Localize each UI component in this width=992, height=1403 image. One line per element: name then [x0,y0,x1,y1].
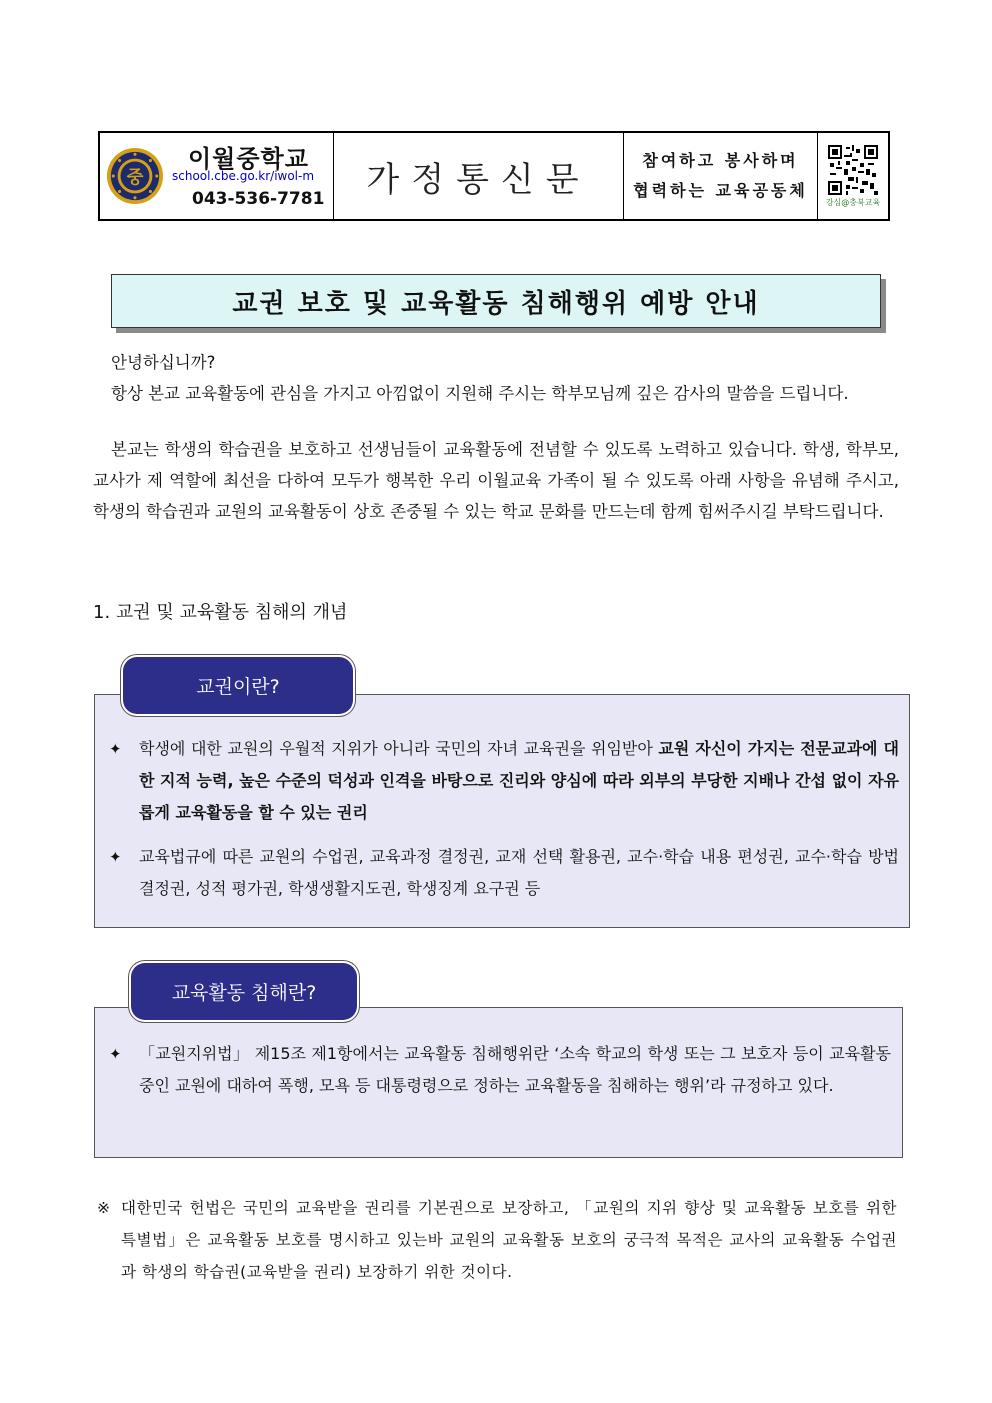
qr-code-icon[interactable] [828,145,878,195]
main-title: 교권 보호 및 교육활동 침해행위 예방 안내 [111,274,881,328]
list-item [109,1038,891,1102]
teacher-rights-tab: 교권이란? [123,657,353,714]
section-1-title: 1. 교권 및 교육활동 침해의 개념 [93,602,348,623]
slogan-cell [624,133,818,219]
seal-text: 중 [126,167,144,188]
teacher-rights-box [94,694,910,928]
slogan-line-1: 참여하고 봉사하며 [642,151,799,170]
school-name: 이월중학교 [188,145,309,173]
definition-bold-text: 교원 자신이 가지는 전문교과에 대한 지적 능력, 높은 수준의 덕성과 인격을 바탕으로 진리와 양심에 따라 외부의 부당한 지배나 간섭 없이 자유롭게 교육활동을 할 수 있는 권리 [139,739,899,822]
list-item [109,733,899,829]
footnote-text: 대한민국 헌법은 국민의 교육받을 권리를 기본권으로 보장하고, 「교원의 지위 향상 및 교육활동 보호를 위한 특별법」은 교육활동 보호를 명시하고 있는바 교원의 교육활동 보호의 궁극적 목적은 교사의 교육활동 수업권과 학생의 학습권(교육받을 권리) 보장하기 위한 것이다. [121,1199,897,1281]
teacher-rights-definition [139,733,899,829]
intro-paragraph-2: 본교는 학생의 학습권을 보호하고 선생님들이 교육활동에 전념할 수 있도록 노력하고 있습니다. 학생, 학부모, 교사가 제 역할에 최선을 다하여 모두가 행복한 우리 이월교육 가족이 될 수 있도록 아래 사항을 유념해 주시고, 학생의 학습권과 교원의 교육활동이 상호 존중될 수 있는 학교 문화를 만드는데 함께 힘써주시길 부탁드립니다. [93,440,899,521]
newsletter-header [98,131,890,221]
newsletter-title: 가정통신문 [366,159,591,200]
school-phone: 043-536-7781 [192,189,325,209]
qr-cell [818,133,888,219]
reference-mark: ※ [97,1199,111,1217]
slogan-line-2: 협력하는 교육공동체 [633,181,808,200]
definition-normal-text: 학생에 대한 교원의 우월적 지위가 아니라 국민의 자녀 교육권을 위임받아 [139,739,659,758]
greeting: 안녕하십니까? [111,353,216,372]
bullet-star-icon: ✦ [109,740,122,758]
bullet-star-icon: ✦ [109,848,122,866]
school-seal-icon [106,147,164,205]
teacher-rights-list: 교육법규에 따른 교원의 수업권, 교육과정 결정권, 교재 선택 활용권, 교수·학습 내용 편성권, 교수·학습 방법 결정권, 성적 평가권, 학생생활지도권, 학생징계 요구권 등 [139,847,899,898]
list-item [109,841,899,905]
newsletter-title-cell [334,133,624,219]
infringement-box [94,1007,903,1158]
intro-paragraph-1: 항상 본교 교육활동에 관심을 가지고 아낌없이 지원해 주시는 학부모님께 깊은 감사의 말씀을 드립니다. [111,384,849,403]
infringement-tab: 교육활동 침해란? [131,963,357,1020]
infringement-definition: 「교원지위법」 제15조 제1항에서는 교육활동 침해행위란 ‘소속 학교의 학생 또는 그 보호자 등이 교육활동 중인 교원에 대하여 폭행, 모욕 등 대통령령으로 정하는 교육활동을 침해하는 행위’라 규정하고 있다. [139,1044,891,1095]
school-info [100,133,334,219]
bullet-star-icon: ✦ [109,1045,122,1063]
school-url[interactable]: school.cbe.go.kr/iwol-m [172,169,315,183]
qr-caption: 강심@충북교육 [825,197,881,207]
footnote [97,1192,897,1288]
